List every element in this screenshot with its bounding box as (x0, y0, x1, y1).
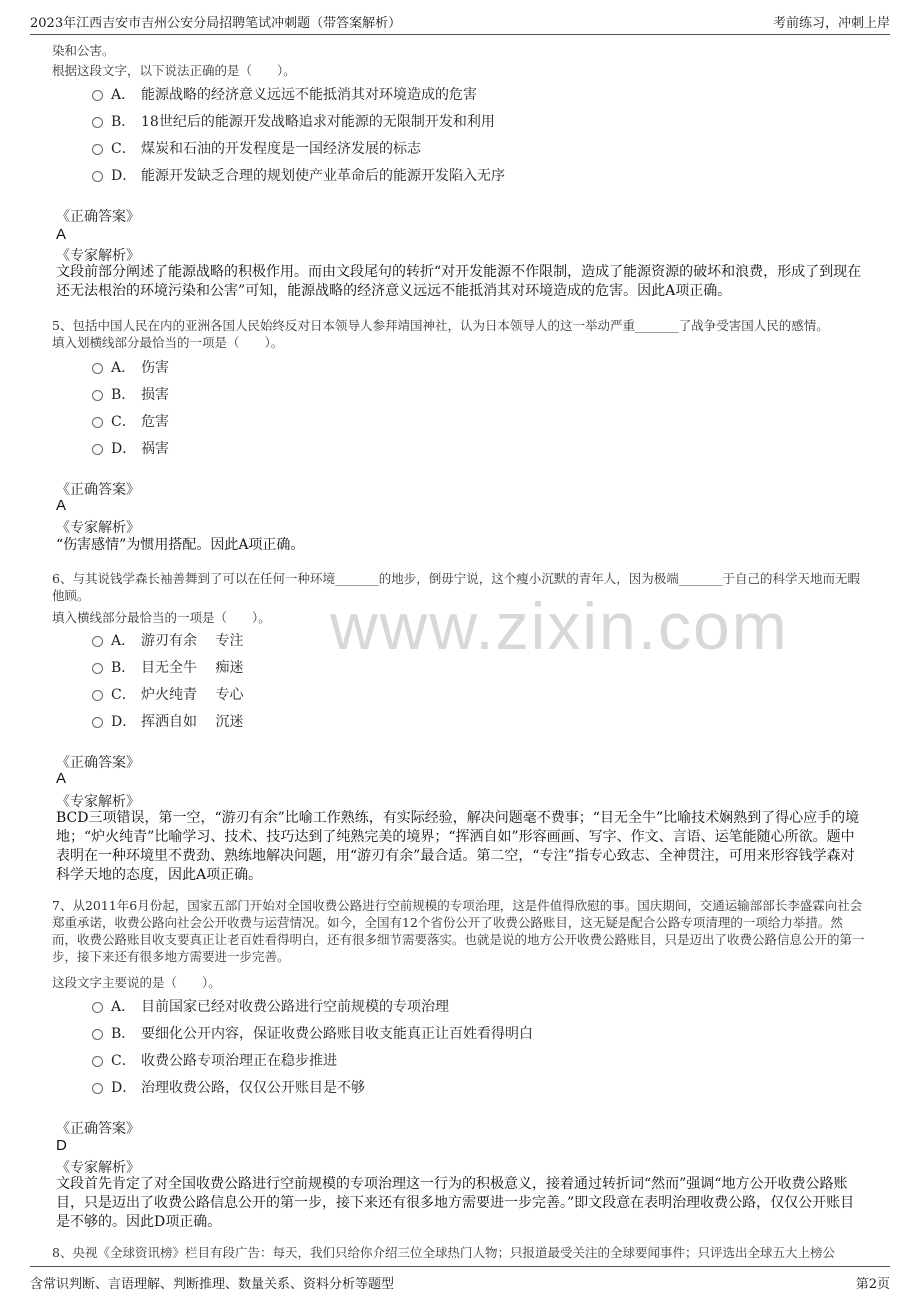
document-title: 2023年江西吉安市吉州公安分局招聘笔试冲刺题（带答案解析） (30, 16, 402, 31)
q7-analysis-label: 《专家解析》 (56, 1160, 140, 1176)
watermark: www.zixin.com (330, 589, 789, 663)
radio-icon[interactable] (92, 117, 103, 128)
q5-option-d[interactable]: D． 祸害 (92, 438, 169, 458)
q5-analysis-label: 《专家解析》 (56, 520, 140, 536)
q5-answer-label: 《正确答案》 (56, 482, 140, 498)
q5-prompt: 填入划横线部分最恰当的一项是（ ）。 (52, 335, 284, 350)
q7-answer-label: 《正确答案》 (56, 1121, 140, 1137)
radio-icon[interactable] (92, 417, 103, 428)
header-slogan: 考前练习，冲刺上岸 (772, 16, 890, 31)
page-number: 第2页 (855, 1277, 890, 1292)
radio-icon[interactable] (92, 1029, 103, 1040)
radio-icon[interactable] (92, 636, 103, 647)
q5-answer: A (56, 497, 67, 514)
q7-answer: D (56, 1137, 67, 1154)
q4-option-a[interactable]: A． 能源战略的经济意义远远不能抵消其对环境造成的危害 (92, 84, 477, 104)
radio-icon[interactable] (92, 717, 103, 728)
q4-option-d[interactable]: D． 能源开发缺乏合理的规划使产业革命后的能源开发陷入无序 (92, 165, 505, 185)
page-footer (30, 1266, 890, 1297)
q6-answer: A (56, 770, 67, 787)
radio-icon[interactable] (92, 444, 103, 455)
q5-analysis: “伤害感情”为惯用搭配。因此A项正确。 (56, 537, 305, 553)
radio-icon[interactable] (92, 690, 103, 701)
footer-scope: 含常识判断、言语理解、判断推理、数量关系、资料分析等题型 (30, 1277, 395, 1292)
q6-answer-label: 《正确答案》 (56, 755, 140, 771)
q7-option-b[interactable]: B． 要细化公开内容，保证收费公路账目收支能真正让百姓看得明白 (92, 1023, 533, 1043)
q4-prompt: 根据这段文字，以下说法正确的是（ ）。 (52, 63, 296, 78)
page-header (30, 0, 890, 35)
q5-option-b[interactable]: B． 损害 (92, 384, 169, 404)
q7-option-c[interactable]: C． 收费公路专项治理正在稳步推进 (92, 1050, 337, 1070)
radio-icon[interactable] (92, 171, 103, 182)
radio-icon[interactable] (92, 363, 103, 374)
q7-option-d[interactable]: D． 治理收费公路，仅仅公开账目是不够 (92, 1077, 365, 1097)
q4-analysis: 文段前部分阐述了能源战略的积极作用。而由文段尾句的转折“对开发能源不作限制，造成了能源资源的破坏和浪费，形成了到现在还无法根治的环境污染和公害”可知，能源战略的经济意义远远不能抵消其对环境造成的危害。因此A项正确。 (56, 264, 862, 299)
q6-prompt: 填入横线部分最恰当的一项是（ ）。 (52, 610, 271, 625)
radio-icon[interactable] (92, 144, 103, 155)
q7-option-a[interactable]: A． 目前国家已经对收费公路进行空前规模的专项治理 (92, 996, 449, 1016)
q6-option-b[interactable]: B． 目无全牛 痴迷 (92, 657, 243, 677)
q6-analysis-label: 《专家解析》 (56, 794, 140, 810)
q7-prompt: 这段文字主要说的是（ ）。 (52, 975, 221, 990)
radio-icon[interactable] (92, 390, 103, 401)
q8-stem: 8、央视《全球资讯榜》栏目有段广告：每天，我们只给你介绍三位全球热门人物；只报道最受关注的全球要闻事件；只评选出全球五大上榜公 (52, 1245, 835, 1260)
q7-analysis: 文段首先肯定了对全国收费公路进行空前规模的专项治理这一行为的积极意义，接着通过转折词“然而”强调“地方公开收费公路账目，只是迈出了收费公路信息公开的第一步，接下来还有很多地方需要进一步完善。”即文段意在表明治理收费公路，仅仅公开账目是不够的。因此D项正确。 (56, 1176, 855, 1230)
q4-option-c[interactable]: C． 煤炭和石油的开发程度是一国经济发展的标志 (92, 138, 421, 158)
radio-icon[interactable] (92, 1002, 103, 1013)
radio-icon[interactable] (92, 90, 103, 101)
q4-analysis-label: 《专家解析》 (56, 248, 140, 264)
q6-stem: 6、与其说钱学森长袖善舞到了可以在任何一种环境_______的地步，倒毋宁说，这个瘦小沉默的青年人，因为极端_______于自己的科学天地而无暇他顾。 (52, 571, 860, 603)
q4-answer-label: 《正确答案》 (56, 209, 140, 225)
q6-analysis: BCD三项错误，第一空，“游刃有余”比喻工作熟练，有实际经验，解决问题毫不费事；“目无全牛”比喻技术娴熟到了得心应手的境地；“炉火纯青”比喻学习、技术、技巧达到了纯熟完美的境界；“挥洒自如”形容画画、写字、作文、言语、运笔能随心所欲。题中表明在一种环境里不费劲、熟练地解决问题，用“游刃有余”最合适。第二空，“专注”指专心致志、全神贯注，可用来形容钱学森对科学天地的态度，因此A项正确。 (56, 810, 860, 883)
q4-option-b[interactable]: B． 18世纪后的能源开发战略追求对能源的无限制开发和利用 (92, 111, 495, 131)
q6-option-d[interactable]: D． 挥洒自如 沉迷 (92, 711, 243, 731)
q5-option-a[interactable]: A． 伤害 (92, 357, 169, 377)
radio-icon[interactable] (92, 663, 103, 674)
q4-stem-tail: 染和公害。 (52, 43, 115, 58)
q6-option-c[interactable]: C． 炉火纯青 专心 (92, 684, 243, 704)
q6-option-a[interactable]: A． 游刃有余 专注 (92, 630, 243, 650)
q4-answer: A (56, 226, 67, 243)
q7-stem: 7、从2011年6月份起，国家五部门开始对全国收费公路进行空前规模的专项治理，这是件值得欣慰的事。国庆期间，交通运输部部长李盛霖向社会郑重承诺，收费公路向社会公开收费与运营情况。如今，全国有12个省份公开了收费公路账目，这无疑是配合公路专项清理的一项给力举措。然而，收费公路账目收支要真正让老百姓看得明白，还有很多细节需要落实。也就是说的地方公开收费公路账目，只是迈出了收费公路信息公开的第一步，接下来还有很多地方需要进一步完善。 (52, 898, 865, 964)
radio-icon[interactable] (92, 1083, 103, 1094)
q5-option-c[interactable]: C． 危害 (92, 411, 169, 431)
radio-icon[interactable] (92, 1056, 103, 1067)
q5-stem: 5、包括中国人民在内的亚洲各国人民始终反对日本领导人参拜靖国神社，认为日本领导人的这一举动严重_______了战争受害国人民的感情。 (52, 318, 829, 333)
